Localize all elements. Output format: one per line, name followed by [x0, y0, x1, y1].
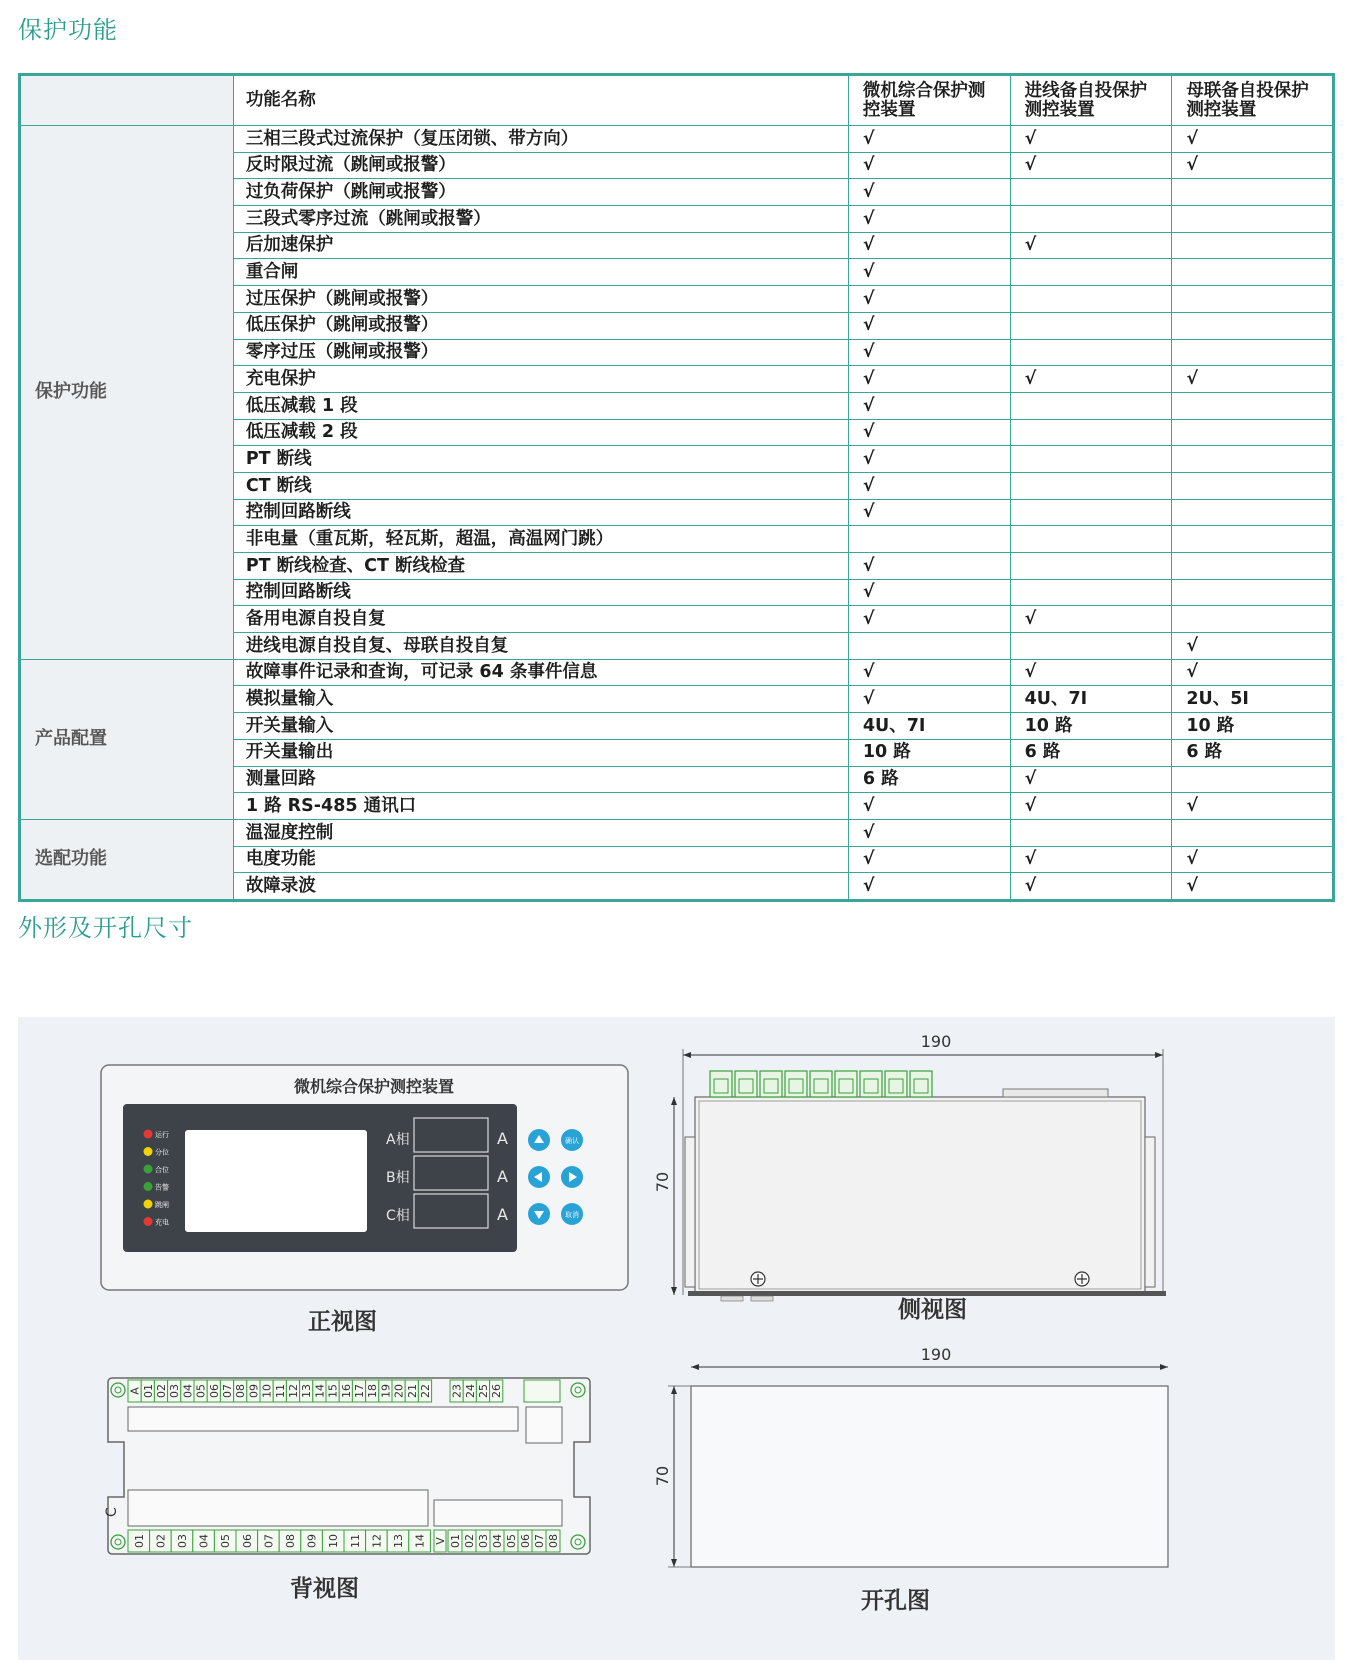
terminal-label: 26 [490, 1384, 504, 1398]
table-cell [1010, 179, 1172, 206]
terminal-label: 04 [181, 1384, 195, 1398]
table-cell [1172, 232, 1333, 259]
led-label: 分位 [155, 1148, 169, 1157]
terminal-label: 25 [477, 1384, 490, 1398]
function-name-cell: CT 断线 [233, 472, 848, 499]
table-cell [1172, 579, 1333, 606]
function-name-cell: 模拟量输入 [233, 686, 848, 713]
table-cell: √ [1172, 126, 1333, 153]
table-cell: 10 路 [848, 739, 1010, 766]
terminal-label: 07 [262, 1534, 276, 1548]
table-cell [1010, 312, 1172, 339]
table-cell: 6 路 [848, 766, 1010, 793]
function-name-cell: 电度功能 [233, 846, 848, 873]
table-header-cell: 母联备自投保护测控装置 [1172, 76, 1333, 126]
terminal-label: 05 [505, 1534, 518, 1548]
terminal-label: 22 [419, 1384, 432, 1398]
terminal-label: 19 [379, 1384, 393, 1398]
terminal-label: 15 [326, 1384, 340, 1398]
terminal-label: 05 [194, 1384, 208, 1398]
table-header-cell: 进线备自投保护测控装置 [1010, 76, 1172, 126]
table-cell [1010, 499, 1172, 526]
table-cell: √ [848, 232, 1010, 259]
phase-label: C相 [386, 1208, 410, 1224]
table-cell: √ [848, 659, 1010, 686]
function-name-cell: 非电量（重瓦斯，轻瓦斯，超温，高温网门跳） [233, 526, 848, 553]
terminal-label: 02 [463, 1534, 476, 1548]
terminal-label: 01 [141, 1384, 155, 1398]
cutout-view-drawing [653, 1342, 1218, 1582]
table-cell: √ [848, 793, 1010, 820]
phase-unit: A [497, 1205, 508, 1224]
function-name-cell: 三段式零序过流（跳闸或报警） [233, 206, 848, 233]
cutout-width-label: 190 [920, 1345, 952, 1364]
table-cell: √ [848, 499, 1010, 526]
terminal-label: 21 [405, 1384, 419, 1398]
terminal-label: 20 [392, 1384, 406, 1398]
table-cell: √ [848, 553, 1010, 580]
terminal-label: 12 [287, 1384, 300, 1398]
table-cell: 4U、7I [848, 713, 1010, 740]
table-cell [1010, 579, 1172, 606]
terminal-label: 10 [327, 1534, 341, 1548]
terminal-label: 17 [353, 1384, 366, 1398]
terminal-label: 04 [197, 1534, 211, 1548]
table-cell: √ [848, 446, 1010, 473]
terminal-label: 06 [240, 1534, 254, 1548]
table-cell: 6 路 [1010, 739, 1172, 766]
section-title-dimensions: 外形及开孔尺寸 [18, 914, 193, 942]
function-name-cell: 故障事件记录和查询，可记录 64 条事件信息 [233, 659, 848, 686]
table-cell: √ [1172, 793, 1333, 820]
function-name-cell: 充电保护 [233, 366, 848, 393]
phase-unit: A [497, 1129, 508, 1148]
table-cell [1172, 819, 1333, 846]
table-cell [1172, 339, 1333, 366]
side-height-label: 70 [653, 1171, 672, 1193]
table-cell: √ [1172, 846, 1333, 873]
table-cell [1172, 446, 1333, 473]
terminal-label: 14 [413, 1534, 427, 1548]
terminal-label: 11 [273, 1384, 287, 1398]
table-cell: √ [1010, 126, 1172, 153]
table-cell [1010, 446, 1172, 473]
function-name-cell: 1 路 RS-485 通讯口 [233, 793, 848, 820]
category-cell: 选配功能 [21, 819, 234, 899]
header-category-cell [21, 76, 234, 126]
function-name-cell: 零序过压（跳闸或报警） [233, 339, 848, 366]
function-name-cell: 开关量输入 [233, 713, 848, 740]
table-cell [1172, 499, 1333, 526]
cutout-height-label: 70 [653, 1465, 672, 1487]
table-header-row [21, 76, 1333, 126]
table-cell: √ [848, 312, 1010, 339]
drawing-area [18, 1017, 1335, 1660]
table-cell [1010, 419, 1172, 446]
terminal-label: 23 [450, 1384, 464, 1398]
table-cell [1010, 472, 1172, 499]
led-indicator-icon [144, 1217, 153, 1226]
table-cell: √ [848, 606, 1010, 633]
table-cell: √ [848, 472, 1010, 499]
category-cell: 保护功能 [21, 126, 234, 660]
terminal-label: 09 [247, 1384, 261, 1398]
terminal-label: 13 [300, 1384, 314, 1398]
led-indicator-icon [144, 1130, 153, 1139]
terminal-label: 18 [366, 1384, 380, 1398]
terminal-label: 10 [260, 1384, 274, 1398]
terminal-label: 05 [219, 1534, 233, 1548]
led-label: 运行 [155, 1131, 169, 1139]
table-cell [1010, 286, 1172, 313]
table-cell [1172, 259, 1333, 286]
table-cell: √ [848, 179, 1010, 206]
table-cell: √ [1172, 659, 1333, 686]
terminal-label: 24 [463, 1384, 477, 1398]
table-cell: √ [848, 366, 1010, 393]
table-cell [848, 526, 1010, 553]
table-cell [1172, 286, 1333, 313]
table-cell: 2U、5I [1172, 686, 1333, 713]
function-name-cell: 低压减载 2 段 [233, 419, 848, 446]
table-cell: √ [1010, 873, 1172, 900]
table-cell [1172, 526, 1333, 553]
table-cell: √ [1010, 366, 1172, 393]
table-cell: √ [848, 126, 1010, 153]
terminal-label: 03 [477, 1534, 490, 1548]
table-cell: √ [1010, 846, 1172, 873]
terminal-label: 13 [392, 1534, 405, 1548]
terminal-label: 03 [176, 1534, 189, 1548]
table-cell: √ [1010, 152, 1172, 179]
function-name-cell: 控制回路断线 [233, 499, 848, 526]
function-name-cell: 后加速保护 [233, 232, 848, 259]
terminal-label: 02 [155, 1384, 168, 1398]
terminal-label: 11 [348, 1534, 362, 1548]
table-cell: √ [848, 686, 1010, 713]
table-cell [1172, 472, 1333, 499]
table-cell [1010, 819, 1172, 846]
device-title: 微机综合保护测控装置 [293, 1077, 455, 1096]
table-cell: √ [848, 339, 1010, 366]
terminal-label: A [128, 1387, 142, 1395]
terminal-label: 03 [168, 1384, 182, 1398]
table-row [21, 126, 1333, 153]
function-name-cell: PT 断线 [233, 446, 848, 473]
function-name-cell: 低压减载 1 段 [233, 392, 848, 419]
table-cell: √ [1172, 873, 1333, 900]
table-cell: √ [848, 259, 1010, 286]
terminal-label: 14 [313, 1384, 327, 1398]
table-cell: √ [1172, 152, 1333, 179]
function-name-cell: 重合闸 [233, 259, 848, 286]
terminal-label: 04 [491, 1534, 504, 1548]
table-cell: √ [848, 579, 1010, 606]
led-indicator-icon [144, 1182, 153, 1191]
terminal-label: 06 [519, 1534, 532, 1548]
function-table [18, 73, 1335, 902]
side-width-label: 190 [920, 1032, 952, 1051]
table-row [21, 659, 1333, 686]
table-cell: √ [1010, 606, 1172, 633]
table-cell: 10 路 [1172, 713, 1333, 740]
table-cell [1172, 206, 1333, 233]
table-cell: 6 路 [1172, 739, 1333, 766]
function-name-cell: 反时限过流（跳闸或报警） [233, 152, 848, 179]
table-cell [1010, 392, 1172, 419]
terminal-label: V [434, 1537, 447, 1545]
table-cell: √ [848, 873, 1010, 900]
table-cell [1172, 766, 1333, 793]
terminal-label: 01 [132, 1534, 146, 1548]
terminal-label: 16 [339, 1384, 353, 1398]
table-cell: √ [848, 419, 1010, 446]
led-indicator-icon [144, 1200, 153, 1209]
terminal-label: 08 [547, 1534, 560, 1548]
table-cell [1172, 312, 1333, 339]
function-name-cell: 进线电源自投自复、母联自投自复 [233, 633, 848, 660]
table-cell [1172, 553, 1333, 580]
table-cell [1010, 206, 1172, 233]
terminal-label: 08 [234, 1384, 248, 1398]
table-header-cell: 微机综合保护测控装置 [848, 76, 1010, 126]
function-name-cell: 故障录波 [233, 873, 848, 900]
category-cell: 产品配置 [21, 659, 234, 819]
table-header-cell: 功能名称 [233, 76, 848, 126]
phase-unit: A [497, 1167, 508, 1186]
table-cell [1172, 606, 1333, 633]
cutout-view-caption: 开孔图 [861, 1588, 930, 1614]
table-cell: √ [848, 206, 1010, 233]
led-label: 充电 [155, 1218, 169, 1227]
back-view-caption: 背视图 [290, 1576, 359, 1602]
table-cell [1010, 339, 1172, 366]
table-cell: 10 路 [1010, 713, 1172, 740]
back-view-drawing [104, 1372, 604, 1572]
function-name-cell: 测量回路 [233, 766, 848, 793]
back-left-letter: C [104, 1507, 120, 1517]
led-label: 告警 [155, 1183, 169, 1192]
side-view-caption: 侧视图 [898, 1297, 967, 1323]
table-row [21, 819, 1333, 846]
led-indicator-icon [144, 1165, 153, 1174]
function-name-cell: 三相三段式过流保护（复压闭锁、带方向） [233, 126, 848, 153]
function-name-cell: 低压保护（跳闸或报警） [233, 312, 848, 339]
terminal-label: 12 [370, 1534, 384, 1548]
table-cell: √ [848, 286, 1010, 313]
function-name-cell: PT 断线检查、CT 断线检查 [233, 553, 848, 580]
terminal-label: 07 [221, 1384, 234, 1398]
function-name-cell: 备用电源自投自复 [233, 606, 848, 633]
terminal-cell [524, 1380, 560, 1402]
table-cell [1010, 633, 1172, 660]
section-title-protection: 保护功能 [18, 16, 118, 44]
terminal-label: 01 [449, 1534, 462, 1548]
terminal-label: 02 [154, 1534, 168, 1548]
function-name-cell: 过压保护（跳闸或报警） [233, 286, 848, 313]
led-indicator-icon [144, 1147, 153, 1156]
phase-label: B相 [386, 1170, 410, 1186]
table-cell [1010, 553, 1172, 580]
function-name-cell: 控制回路断线 [233, 579, 848, 606]
led-label: 合位 [155, 1166, 169, 1174]
table-cell: √ [848, 392, 1010, 419]
table-cell [1172, 179, 1333, 206]
side-view-drawing [653, 1027, 1218, 1317]
cancel-label: 取消 [565, 1211, 579, 1219]
confirm-label: 确认 [565, 1137, 579, 1145]
table-cell: √ [848, 152, 1010, 179]
table-cell: √ [1172, 366, 1333, 393]
function-name-cell: 开关量输出 [233, 739, 848, 766]
terminal-label: 06 [207, 1384, 221, 1398]
table-cell: √ [1010, 232, 1172, 259]
table-cell: √ [848, 819, 1010, 846]
terminal-label: 09 [305, 1534, 319, 1548]
function-name-cell: 过负荷保护（跳闸或报警） [233, 179, 848, 206]
front-view-caption: 正视图 [308, 1309, 377, 1335]
terminal-label: 08 [284, 1534, 297, 1548]
table-cell [1172, 392, 1333, 419]
table-cell: √ [1010, 659, 1172, 686]
table-cell [1172, 419, 1333, 446]
table-cell: √ [1172, 633, 1333, 660]
led-label: 跳闸 [155, 1201, 169, 1209]
table-cell [848, 633, 1010, 660]
table-cell: √ [848, 846, 1010, 873]
terminal-label: 07 [533, 1534, 546, 1548]
phase-label: A相 [386, 1132, 410, 1148]
table-cell: 4U、7I [1010, 686, 1172, 713]
table-cell [1010, 526, 1172, 553]
table-cell [1010, 259, 1172, 286]
function-name-cell: 温湿度控制 [233, 819, 848, 846]
front-view-drawing [98, 1062, 638, 1297]
table-cell: √ [1010, 793, 1172, 820]
table-cell: √ [1010, 766, 1172, 793]
